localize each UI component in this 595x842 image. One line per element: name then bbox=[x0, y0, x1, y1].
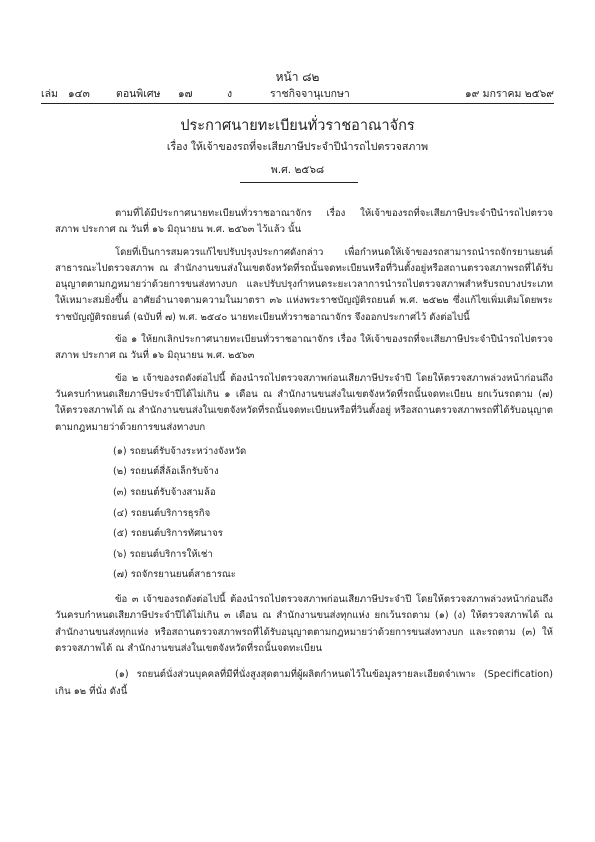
issue-date: ๑๙ มกราคม ๒๕๖๙ bbox=[464, 88, 554, 100]
page-number: หน้า ๘๒ bbox=[275, 70, 320, 84]
clause-3-item-1: (๑) รถยนต์นั่งส่วนบุคคลที่มีที่นั่งสูงสุดตามที่ผู้ผลิตกำหนดไว้ในข้อมูลรายละเอียดจำเพาะ (Specification) เกิน ๑๒ ที่นั่ง ดังนี้ bbox=[55, 669, 553, 697]
clause-3: ข้อ ๓ เจ้าของรถดังต่อไปนี้ ต้องนำรถไปตรวจสภาพก่อนเสียภาษีประจำปี โดยให้ตรวจสภาพล่วงหน้าก่อนถึงวันครบกำหนดเสียภาษีประจำปีได้ไม่เกิน ๓ เดือน ณ สำนักงานขนส่งทุกแห่ง ยกเว้นรถตาม (๑) (ง) ให้ตรวจสภาพได้ ณ สำนักงานขนส่งทุกแห่ง หรือสถานตรวจสภาพรถที่ได้รับอนุญาตตามกฎหมายว่าด้วยการขนส่งทางบก และรถตาม (๓) ให้ตรวจสภาพได้ ณ สำนักงานขนส่งในเขตจังหวัดที่รถนั้นจดทะเบียน bbox=[55, 594, 553, 654]
header-divider bbox=[41, 103, 554, 104]
announcement-year: พ.ศ. ๒๕๖๘ bbox=[270, 164, 325, 176]
volume-number: ๑๔๓ bbox=[68, 88, 90, 100]
announcement-subject: เรื่อง ให้เจ้าของรถที่จะเสียภาษีประจำปีนำรถไปตรวจสภาพ bbox=[166, 141, 429, 153]
clause-1: ข้อ ๑ ให้ยกเลิกประกาศนายทะเบียนทั่วราชอาณาจักร เรื่อง ให้เจ้าของรถที่จะเสียภาษีประจำปีนำรถไปตรวจสภาพ ประกาศ ณ วันที่ ๑๖ มิถุนายน พ.ศ. ๒๕๖๓ bbox=[55, 334, 553, 362]
list-item: (๖) รถยนต์บริการให้เช่า bbox=[113, 548, 213, 560]
body-paragraph: ตามที่ได้มีประกาศนายทะเบียนทั่วราชอาณาจักร เรื่อง ให้เจ้าของรถที่จะเสียภาษีประจำปีนำรถไปตรวจสภาพ ประกาศ ณ วันที่ ๑๖ มิถุนายน พ.ศ. ๒๕๖๓ ไว้แล้ว นั้น bbox=[55, 208, 553, 236]
clause-2: ข้อ ๒ เจ้าของรถดังต่อไปนี้ ต้องนำรถไปตรวจสภาพก่อนเสียภาษีประจำปี โดยให้ตรวจสภาพล่วงหน้าก่อนถึงวันครบกำหนดเสียภาษีประจำปีได้ไม่เกิน ๑ เดือน ณ สำนักงานขนส่งในเขตจังหวัดที่รถนั้นจดทะเบียน ยกเว้นรถตาม (๗) ให้ตรวจสภาพได้ ณ สำนักงานขนส่งในเขตจังหวัดที่รถนั้นจดทะเบียนหรือที่วินตั้งอยู่ หรือสถานตรวจสภาพรถที่ได้รับอนุญาตตามกฎหมายว่าด้วยการขนส่งทางบก bbox=[55, 372, 553, 433]
body-paragraph: โดยที่เป็นการสมควรแก้ไขปรับปรุงประกาศดังกล่าว เพื่อกำหนดให้เจ้าของรถสามารถนำรถจักรยานยนต์สาธารณะไปตรวจสภาพ ณ สำนักงานขนส่งในเขตจังหวัดที่รถนั้นจดทะเบียนหรือที่วินตั้งอยู่หรือสถานตรวจสภาพรถที่ได้รับอนุญาตตามกฎหมายว่าด้วยการขนส่งทางบก และปรับปรุงกำหนดระยะเวลาการนำรถไปตรวจสภาพสำหรับรถบางประเภทให้เหมาะสมยิ่งขึ้น อาศัยอำนาจตามความในมาตรา ๓๖ แห่งพระราชบัญญัติรถยนต์ พ.ศ. ๒๕๒๒ ซึ่งแก้ไขเพิ่มเติมโดยพระราชบัญญัติรถยนต์ (ฉบับที่ ๗) พ.ศ. ๒๕๔๐ นายทะเบียนทั่วราชอาณาจักร จึงออกประกาศไว้ ดังต่อไปนี้ bbox=[55, 246, 553, 323]
document-body bbox=[55, 206, 553, 706]
volume-label: เล่ม bbox=[41, 88, 58, 100]
list-item: (๓) รถยนต์รับจ้างสามล้อ bbox=[113, 487, 216, 499]
section-letter: ง bbox=[227, 88, 233, 100]
list-item: (๕) รถยนต์บริการทัศนาจร bbox=[113, 528, 223, 540]
list-item: (๒) รถยนต์สี่ล้อเล็กรับจ้าง bbox=[113, 466, 219, 478]
announcement-title: ประกาศนายทะเบียนทั่วราชอาณาจักร bbox=[180, 118, 415, 134]
gazette-name: ราชกิจจานุเบกษา bbox=[270, 88, 350, 100]
title-divider bbox=[240, 182, 358, 183]
special-issue-number: ๑๗ bbox=[178, 88, 193, 100]
special-issue-label: ตอนพิเศษ bbox=[116, 88, 161, 100]
vehicle-type-list bbox=[55, 442, 553, 586]
list-item: (๗) รถจักรยานยนต์สาธารณะ bbox=[113, 569, 236, 581]
gazette-header bbox=[41, 86, 554, 102]
list-item: (๑) รถยนต์รับจ้างระหว่างจังหวัด bbox=[113, 445, 247, 457]
list-item: (๔) รถยนต์บริการธุรกิจ bbox=[113, 507, 211, 519]
